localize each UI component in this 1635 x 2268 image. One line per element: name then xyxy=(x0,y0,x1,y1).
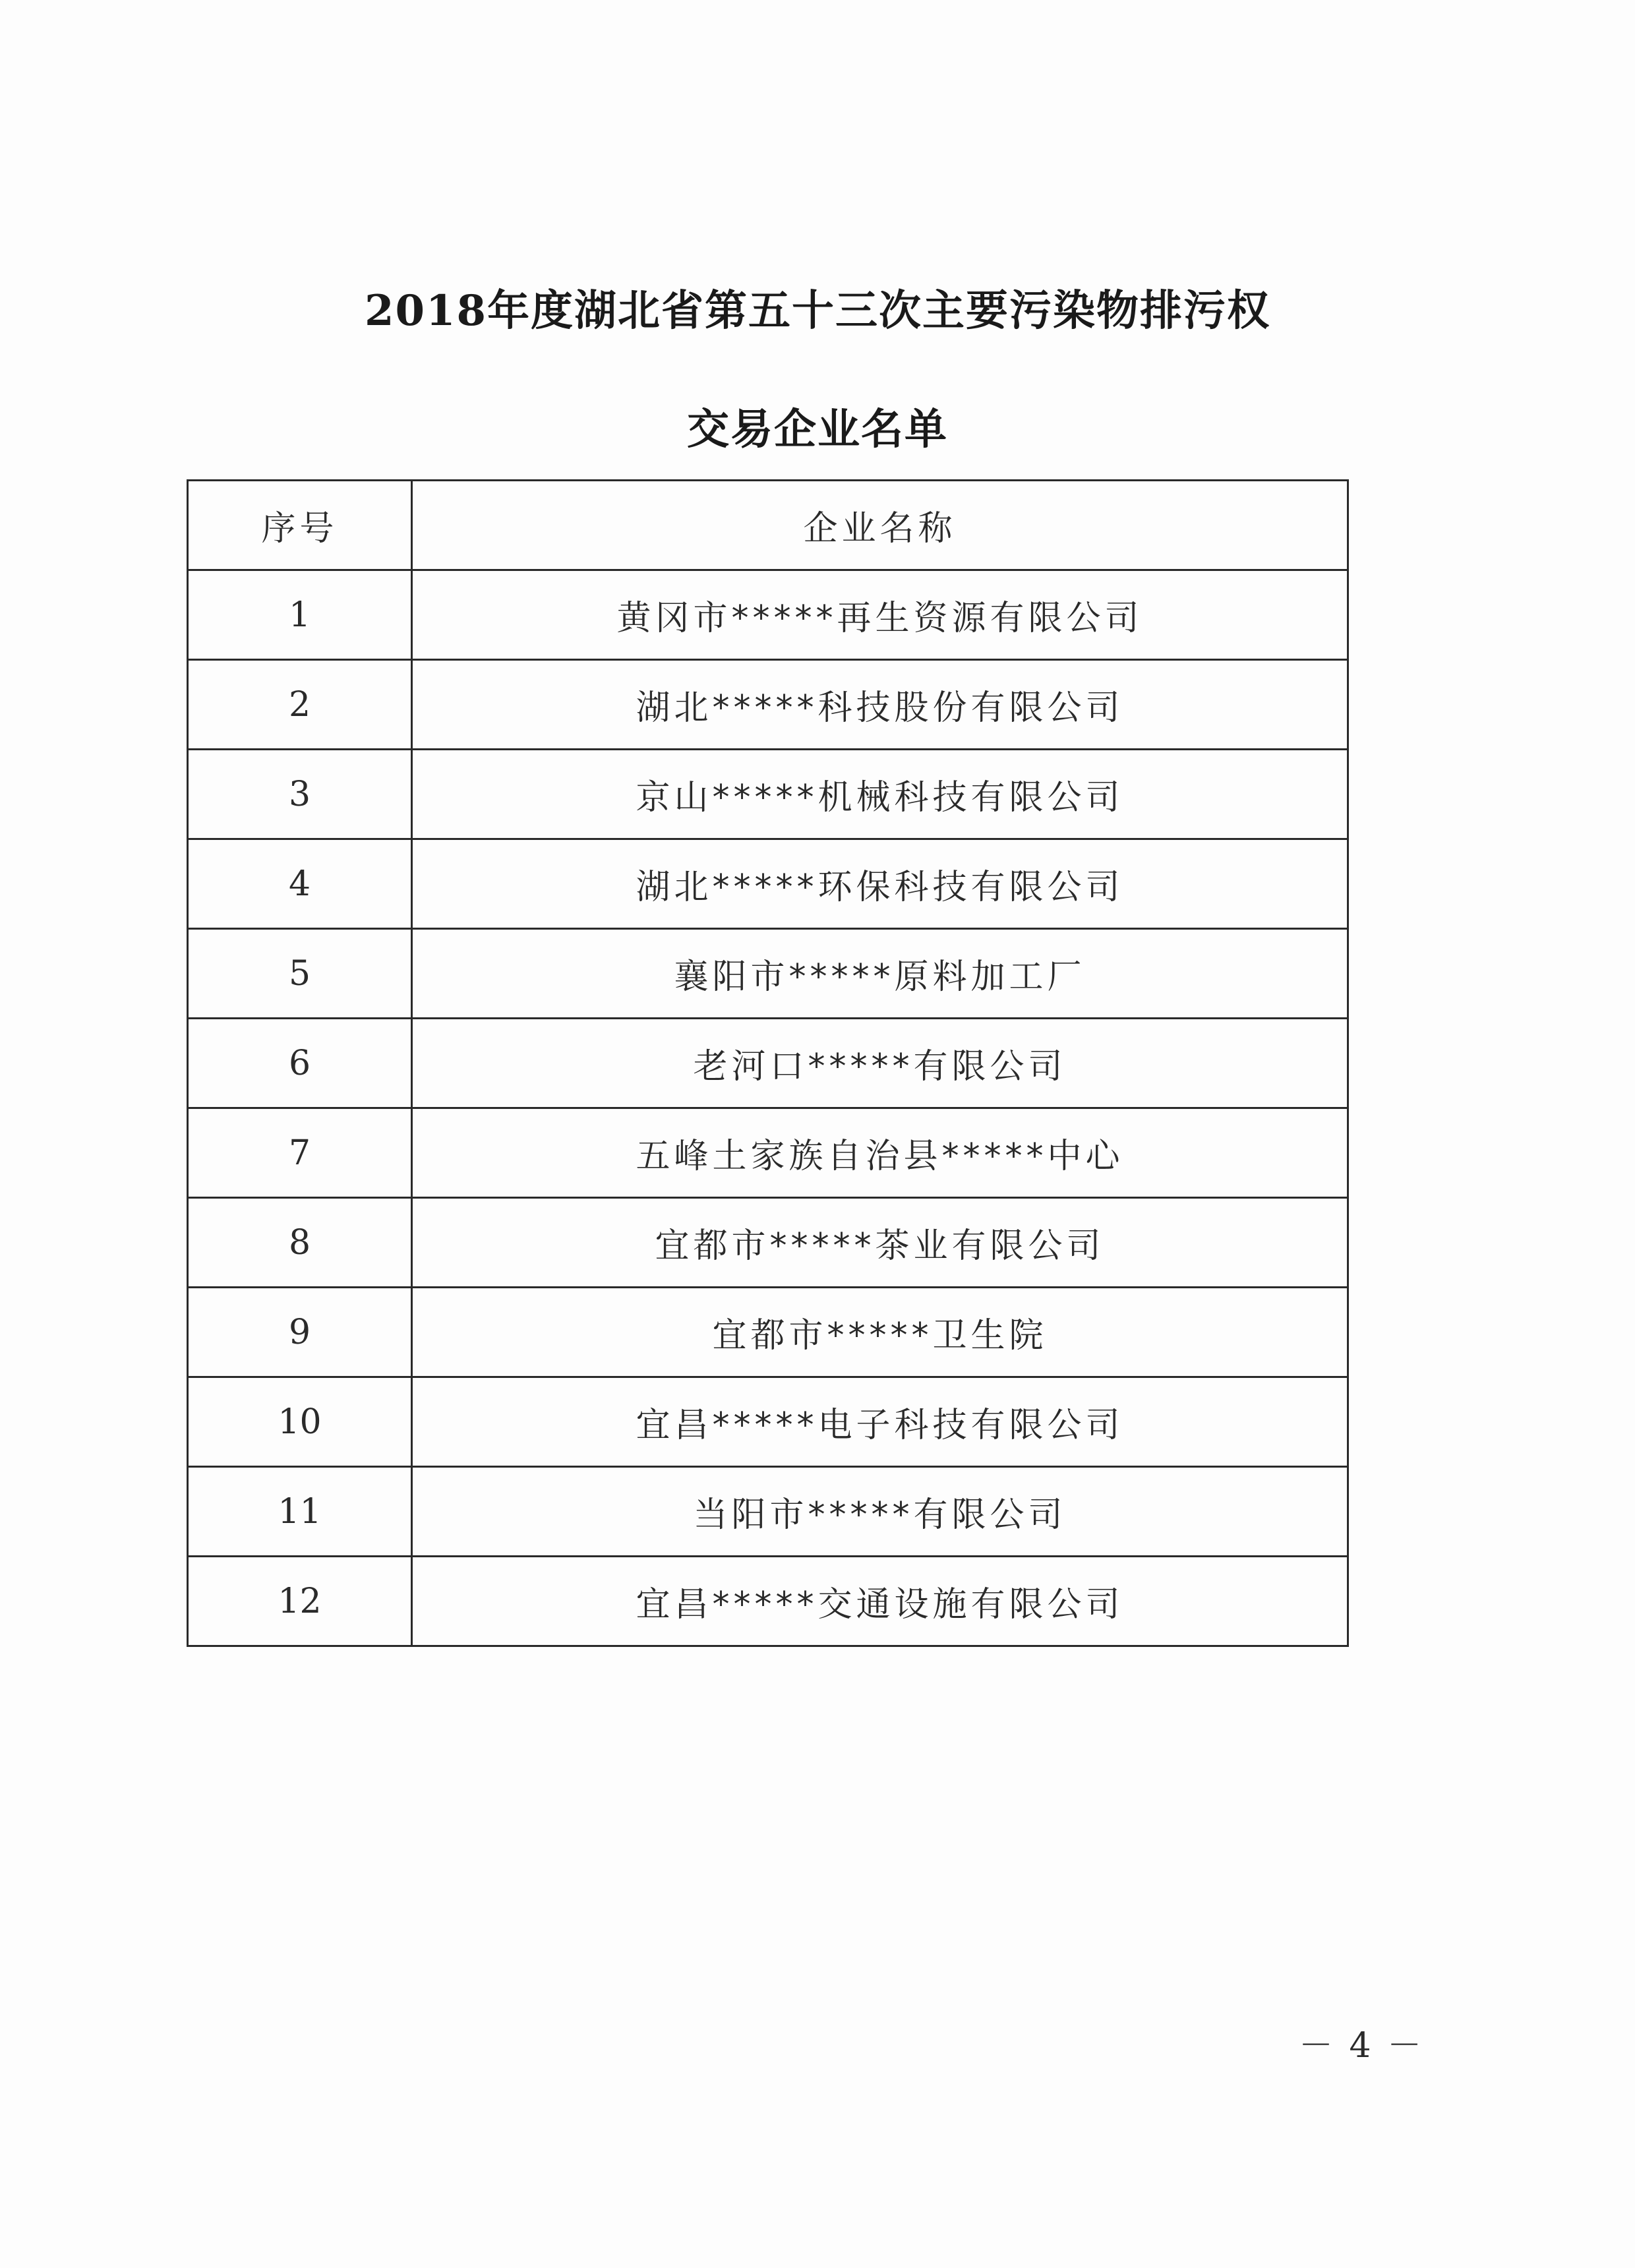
header-company-name: 企业名称 xyxy=(412,481,1348,570)
row-company-name: 当阳市*****有限公司 xyxy=(412,1467,1348,1557)
row-company-name: 湖北*****科技股份有限公司 xyxy=(412,660,1348,750)
row-company-name: 宜昌*****电子科技有限公司 xyxy=(412,1377,1348,1467)
row-company-name: 黄冈市*****再生资源有限公司 xyxy=(412,570,1348,660)
table-row xyxy=(188,1198,1348,1288)
row-company-name: 襄阳市*****原料加工厂 xyxy=(412,929,1348,1019)
row-serial-number: 4 xyxy=(188,839,412,929)
row-serial-number: 3 xyxy=(188,750,412,839)
table-row xyxy=(188,1288,1348,1377)
table-row xyxy=(188,750,1348,839)
table-row xyxy=(188,1019,1348,1108)
document-title-line-2: 交易企业名单 xyxy=(687,405,948,454)
company-list-table xyxy=(187,479,1349,1647)
page-number: － 4 － xyxy=(1299,2026,1425,2066)
table-row xyxy=(188,839,1348,929)
table-row xyxy=(188,570,1348,660)
row-company-name: 湖北*****环保科技有限公司 xyxy=(412,839,1348,929)
row-company-name: 宜昌*****交通设施有限公司 xyxy=(412,1557,1348,1646)
table-row xyxy=(188,1108,1348,1198)
table-row xyxy=(188,660,1348,750)
table-row xyxy=(188,929,1348,1019)
document-title-line-1: 2018年度湖北省第五十三次主要污染物排污权 xyxy=(364,286,1271,336)
row-company-name: 五峰土家族自治县*****中心 xyxy=(412,1108,1348,1198)
row-serial-number: 6 xyxy=(188,1019,412,1108)
row-serial-number: 12 xyxy=(188,1557,412,1646)
row-serial-number: 7 xyxy=(188,1108,412,1198)
table-row xyxy=(188,1377,1348,1467)
row-serial-number: 5 xyxy=(188,929,412,1019)
header-serial-number: 序号 xyxy=(188,481,412,570)
row-company-name: 宜都市*****茶业有限公司 xyxy=(412,1198,1348,1288)
table-header-row xyxy=(188,481,1348,570)
row-serial-number: 8 xyxy=(188,1198,412,1288)
row-company-name: 京山*****机械科技有限公司 xyxy=(412,750,1348,839)
table-row xyxy=(188,1467,1348,1557)
row-serial-number: 9 xyxy=(188,1288,412,1377)
row-serial-number: 2 xyxy=(188,660,412,750)
row-company-name: 宜都市*****卫生院 xyxy=(412,1288,1348,1377)
table-row xyxy=(188,1557,1348,1646)
row-serial-number: 10 xyxy=(188,1377,412,1467)
row-serial-number: 1 xyxy=(188,570,412,660)
row-serial-number: 11 xyxy=(188,1467,412,1557)
row-company-name: 老河口*****有限公司 xyxy=(412,1019,1348,1108)
